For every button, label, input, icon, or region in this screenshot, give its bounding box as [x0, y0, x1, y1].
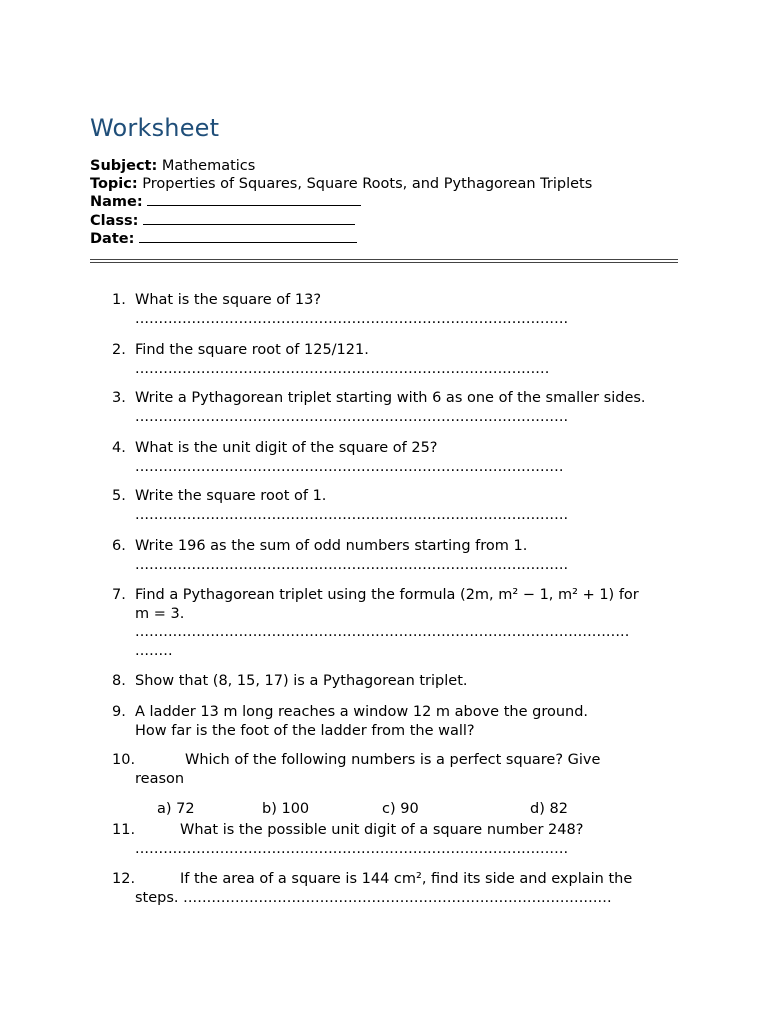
question-4 [112, 439, 682, 476]
answer-line[interactable]: ........................................................................................ [135, 360, 550, 377]
question-text: Write the square root of 1. [135, 488, 327, 504]
answer-line[interactable]: ......................................................................................................... [135, 624, 630, 640]
question-number: 6. [112, 538, 126, 554]
question-text: Which of the following numbers is a perfect square? Give [185, 752, 601, 768]
question-text: If the area of a square is 144 cm², find its side and explain the [180, 871, 633, 887]
question-text: Show that (8, 15, 17) is a Pythagorean triplet. [135, 673, 468, 689]
header-divider [90, 259, 678, 263]
question-text: What is the square of 13? [135, 292, 322, 308]
name-blank[interactable] [147, 193, 361, 206]
question-3 [112, 389, 682, 426]
question-10 [112, 751, 682, 788]
question-text: What is the possible unit digit of a square number 248? [180, 822, 584, 838]
question-5 [112, 487, 682, 524]
topic-value: Properties of Squares, Square Roots, and Pythagorean Triplets [142, 176, 593, 193]
question-text-continued: How far is the foot of the ladder from the wall? [135, 722, 475, 739]
option-a[interactable]: a) 72 [157, 801, 195, 817]
header-info [90, 157, 592, 248]
worksheet-title: Worksheet [90, 114, 220, 142]
question-number: 10. [112, 752, 136, 768]
question-2 [112, 341, 682, 378]
question-number: 8. [112, 673, 126, 689]
date-blank[interactable] [139, 230, 357, 243]
answer-line[interactable]: ........................................................................................... [135, 458, 564, 475]
option-c[interactable]: c) 90 [382, 801, 419, 817]
question-1 [112, 291, 682, 328]
question-text-continued: m = 3. [135, 605, 185, 622]
subject-label: Subject: [90, 158, 158, 174]
name-row [90, 193, 592, 211]
option-d[interactable]: d) 82 [530, 801, 568, 817]
class-label: Class: [90, 212, 139, 229]
question-text: Write a Pythagorean triplet starting with 6 as one of the smaller sides. [135, 390, 646, 406]
question-number: 5. [112, 488, 126, 504]
answer-line[interactable]: ............................................................................................ [135, 310, 569, 327]
question-9 [112, 703, 682, 740]
subject-value: Mathematics [161, 158, 256, 174]
question-number: 3. [112, 390, 126, 406]
question-number: 9. [112, 704, 126, 720]
question-12 [112, 870, 682, 907]
question-number: 11. [112, 822, 136, 838]
question-8 [112, 672, 682, 691]
question-text: Write 196 as the sum of odd numbers starting from 1. [135, 538, 528, 554]
answer-line[interactable]: ............................................................................................ [135, 506, 569, 523]
question-7 [112, 586, 682, 660]
question-11 [112, 821, 682, 858]
date-label: Date: [90, 230, 135, 247]
topic-row [90, 175, 592, 193]
question-text-continued: steps. [135, 889, 179, 906]
question-number: 2. [112, 342, 126, 358]
question-text: Find the square root of 125/121. [135, 342, 369, 358]
answer-line-continued[interactable]: ........ [135, 642, 173, 659]
question-6 [112, 537, 682, 574]
answer-line[interactable]: ............................................................................................ [135, 840, 569, 857]
answer-line[interactable]: ............................................................................................ [135, 408, 569, 425]
date-row [90, 230, 592, 248]
question-text: A ladder 13 m long reaches a window 12 m above the ground. [135, 704, 589, 720]
question-text-continued: reason [135, 770, 185, 787]
class-row [90, 212, 592, 230]
topic-label: Topic: [90, 176, 138, 193]
question-number: 1. [112, 292, 126, 308]
answer-line[interactable]: ........................................................................................... [183, 889, 612, 906]
answer-line[interactable]: ............................................................................................ [135, 556, 569, 573]
question-text: Find a Pythagorean triplet using the formula (2m, m² − 1, m² + 1) for [135, 587, 639, 603]
question-number: 12. [112, 871, 136, 887]
option-b[interactable]: b) 100 [262, 801, 310, 817]
question-text: What is the unit digit of the square of 25? [135, 440, 438, 456]
class-blank[interactable] [143, 212, 355, 225]
subject-row [90, 157, 592, 175]
question-number: 7. [112, 587, 126, 603]
question-number: 4. [112, 440, 126, 456]
name-label: Name: [90, 194, 143, 211]
